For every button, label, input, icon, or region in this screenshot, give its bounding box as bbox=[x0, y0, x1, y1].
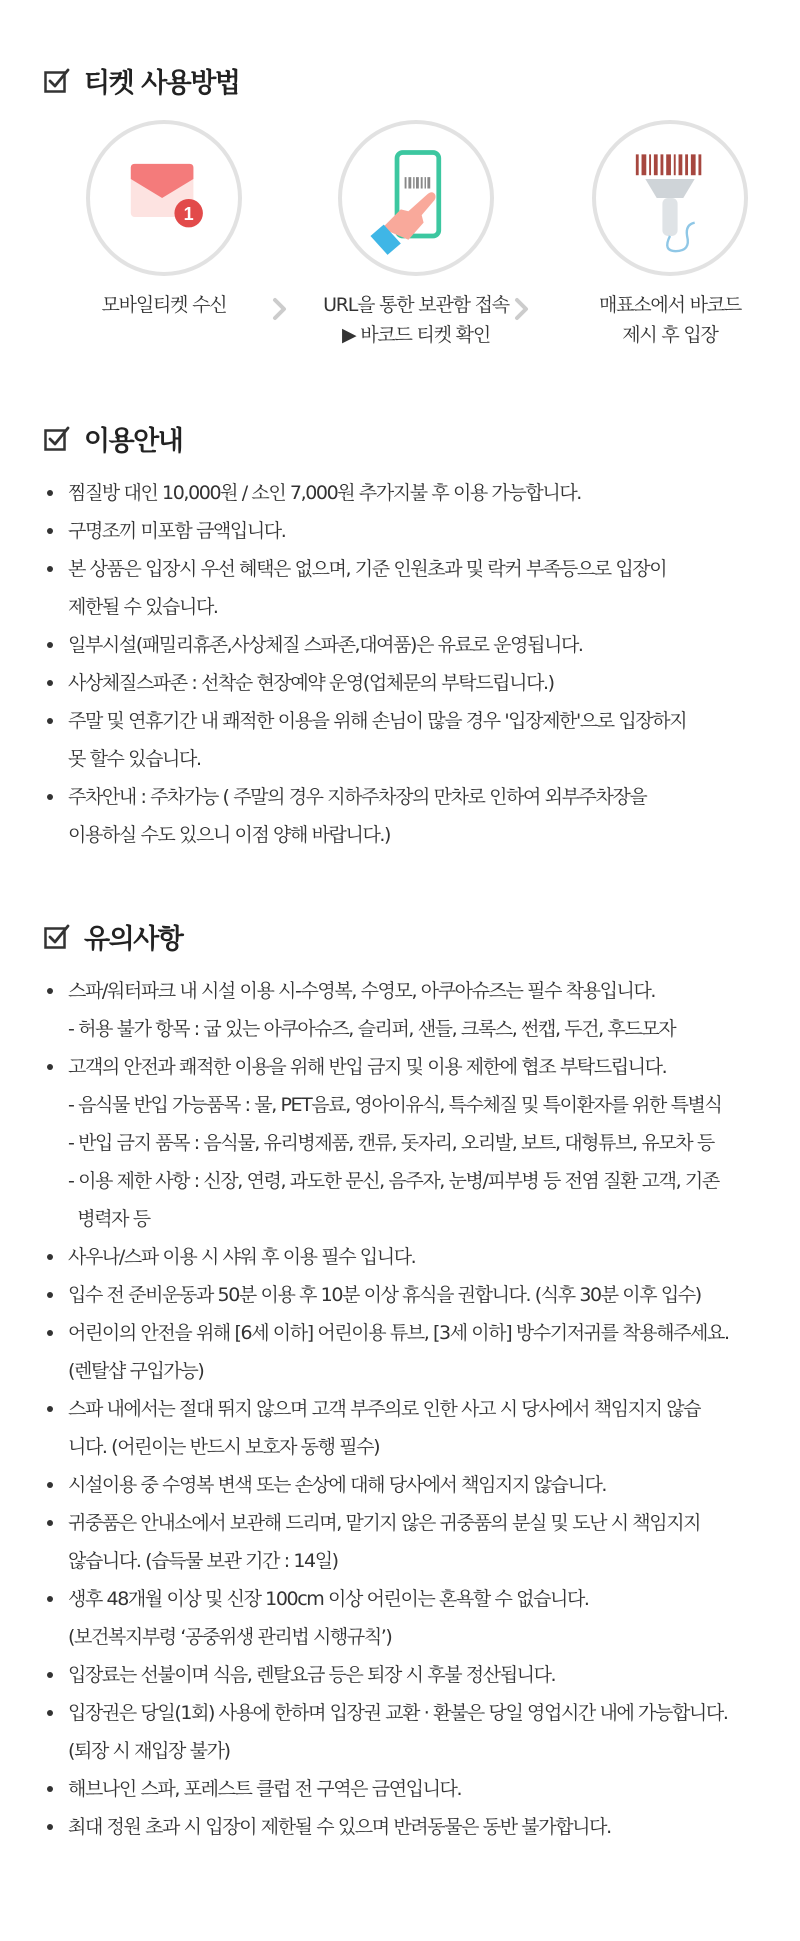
list-item: 찜질방 대인 10,000원 / 소인 7,000원 추가지불 후 이용 가능합니다. bbox=[44, 474, 784, 512]
step-barcode-entry bbox=[545, 120, 795, 350]
checkbox-check-icon bbox=[44, 67, 70, 93]
list-item: 고객의 안전과 쾌적한 이용을 위해 반입 금지 및 이용 제한에 협조 부탁드립니다. bbox=[44, 1048, 784, 1086]
notice-header bbox=[44, 916, 784, 956]
list-item: 해브나인 스파, 포레스트 클럽 전 구역은 금연입니다. bbox=[44, 1770, 784, 1808]
list-item: 본 상품은 입장시 우선 혜택은 없으며, 기준 인원초과 및 락커 부족등으로 입장이 제한될 수 있습니다. bbox=[44, 550, 784, 626]
step-label-line: URL을 통한 보관함 접속 bbox=[323, 294, 509, 316]
list-item: 생후 48개월 이상 및 신장 100cm 이상 어린이는 혼욕할 수 없습니다. (보건복지부령 ‘공중위생 관리법 시행규칙’) bbox=[44, 1580, 784, 1656]
sub-list-item: - 음식물 반입 가능품목 : 물, PET음료, 영아이유식, 특수체질 및 특이환자를 위한 특별식 bbox=[68, 1094, 722, 1116]
list-item: 어린이의 안전을 위해 [6세 이하] 어린이용 튜브, [3세 이하] 방수기저귀를 착용해주세요. (렌탈샵 구입가능) bbox=[44, 1314, 784, 1390]
step-label-line: ▶ 바코드 티켓 확인 bbox=[341, 324, 490, 346]
sub-list-item: - 허용 불가 항목 : 굽 있는 아쿠아슈즈, 슬리퍼, 샌들, 크록스, 썬캡, 두건, 후드모자 bbox=[68, 1018, 676, 1040]
list-item: 최대 정원 초과 시 입장이 제한될 수 있으며 반려동물은 동반 불가합니다. bbox=[44, 1808, 784, 1846]
list-item: 사우나/스파 이용 시 샤워 후 이용 필수 입니다. bbox=[44, 1238, 784, 1276]
notice-section bbox=[44, 916, 784, 1846]
step-circle bbox=[86, 120, 242, 276]
envelope-icon bbox=[90, 124, 238, 272]
list-item: 주말 및 연휴기간 내 쾌적한 이용을 위해 손님이 많을 경우 '입장제한'으로 입장하지 못 할수 있습니다. bbox=[44, 702, 784, 778]
checkbox-check-icon bbox=[44, 923, 70, 949]
step-label bbox=[545, 290, 795, 350]
step-label-line: 제시 후 입장 bbox=[622, 324, 718, 346]
badge-number-text: 1 bbox=[183, 203, 194, 224]
list-item: 구명조끼 미포함 금액입니다. bbox=[44, 512, 784, 550]
step-label-line: 매표소에서 바코드 bbox=[598, 294, 742, 316]
chevron-right-icon bbox=[270, 296, 290, 322]
step-label bbox=[84, 290, 244, 320]
step-label bbox=[291, 290, 541, 350]
ticket-usage-section bbox=[44, 60, 784, 100]
section-title: 티켓 사용방법 bbox=[84, 67, 240, 99]
usage-info-section bbox=[44, 418, 784, 854]
list-item: 귀중품은 안내소에서 보관해 드리며, 맡기지 않은 귀중품의 분실 및 도난 시 책임지지 않습니다. (습득물 보관 기간 : 14일) bbox=[44, 1504, 784, 1580]
usage-info-header bbox=[44, 418, 784, 458]
chevron-right-icon bbox=[512, 296, 532, 322]
ticket-usage-header bbox=[44, 60, 784, 100]
step-circle bbox=[338, 120, 494, 276]
usage-info-list bbox=[44, 474, 784, 854]
list-item: 시설이용 중 수영복 변색 또는 손상에 대해 당사에서 책임지지 않습니다. bbox=[44, 1466, 784, 1504]
list-item: 사상체질스파존 : 선착순 현장예약 운영(업체문의 부탁드립니다.) bbox=[44, 664, 784, 702]
phone-barcode-icon bbox=[342, 124, 490, 272]
barcode-scanner-icon bbox=[596, 124, 744, 272]
step-url-access bbox=[291, 120, 541, 350]
notice-list bbox=[44, 972, 784, 1846]
list-item: 스파 내에서는 절대 뛰지 않으며 고객 부주의로 인한 사고 시 당사에서 책임지지 않습 니다. (어린이는 반드시 보호자 동행 필수) bbox=[44, 1390, 784, 1466]
section-title: 유의사항 bbox=[84, 923, 183, 955]
step-circle bbox=[592, 120, 748, 276]
sub-list-item: - 이용 제한 사항 : 신장, 연령, 과도한 문신, 음주자, 눈병/피부병 등 전염 질환 고객, 기존 병력자 등 bbox=[68, 1170, 719, 1230]
step-label-line: 모바일티켓 수신 bbox=[101, 294, 227, 316]
list-item: 입장권은 당일(1회) 사용에 한하며 입장권 교환 · 환불은 당일 영업시간 내에 가능합니다. (퇴장 시 재입장 불가) bbox=[44, 1694, 784, 1770]
list-item: 주차안내 : 주차가능 ( 주말의 경우 지하주차장의 만차로 인하여 외부주차장을 이용하실 수도 있으니 이점 양해 바랍니다.) bbox=[44, 778, 784, 854]
ticket-steps bbox=[0, 120, 800, 360]
list-item: 입수 전 준비운동과 50분 이용 후 10분 이상 휴식을 권합니다. (식후 30분 이후 입수) bbox=[44, 1276, 784, 1314]
list-item: 일부시설(패밀리휴존,사상체질 스파존,대여품)은 유료로 운영됩니다. bbox=[44, 626, 784, 664]
section-title: 이용안내 bbox=[84, 425, 183, 457]
list-item: 입장료는 선불이며 식음, 렌탈요금 등은 퇴장 시 후불 정산됩니다. bbox=[44, 1656, 784, 1694]
sub-list-item: - 반입 금지 품목 : 음식물, 유리병제품, 캔류, 돗자리, 오리발, 보트, 대형튜브, 유모차 등 bbox=[68, 1132, 714, 1154]
checkbox-check-icon bbox=[44, 425, 70, 451]
list-item: 스파/워터파크 내 시설 이용 시-수영복, 수영모, 아쿠아슈즈는 필수 착용입니다. bbox=[44, 972, 784, 1010]
step-mobile-ticket bbox=[84, 120, 244, 320]
